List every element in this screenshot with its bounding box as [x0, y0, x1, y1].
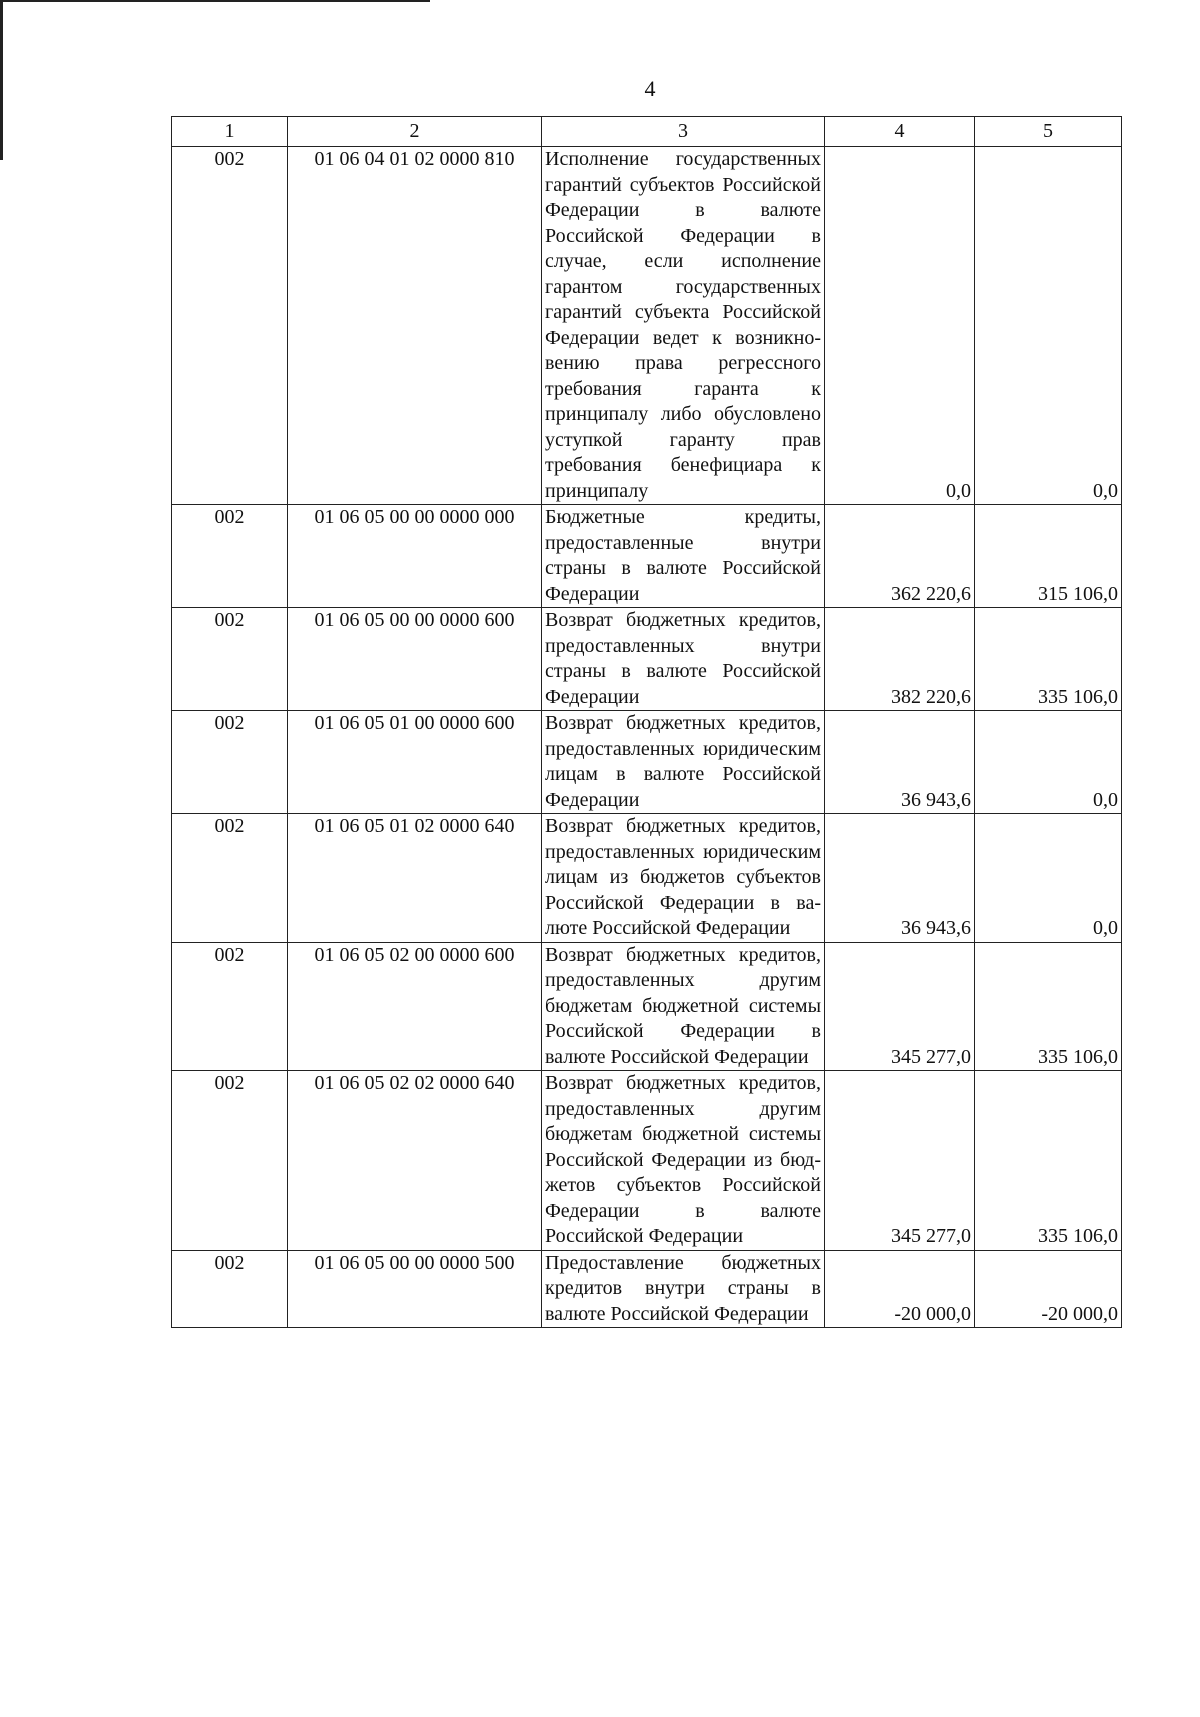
cell-source-name: Возврат бюджетных кредитов, предоставленных юридическим лицам из бюджетов субъектов Российской Федерации в валюте Российской Федерации — [542, 814, 825, 943]
cell-admin-code: 002 — [172, 711, 288, 814]
cell-amount-col4: 36 943,6 — [825, 814, 975, 943]
cell-source-name: Возврат бюджетных кредитов, предоставленных внутри страны в валюте Российской Федерации — [542, 608, 825, 711]
cell-source-name: Возврат бюджетных кредитов, предоставленных другим бюджетам бюджетной системы Российской Федерации из бюджетов субъектов Российской Федерации в валюте Российской Федерации — [542, 1071, 825, 1251]
cell-amount-col4: 362 220,6 — [825, 505, 975, 608]
table-body — [172, 147, 1122, 1328]
column-header-5: 5 — [975, 117, 1122, 147]
column-header-4: 4 — [825, 117, 975, 147]
cell-amount-col5: 335 106,0 — [975, 608, 1122, 711]
cell-budget-code: 01 06 05 01 02 0000 640 — [288, 814, 542, 943]
cell-amount-col5: 315 106,0 — [975, 505, 1122, 608]
cell-source-name: Предоставление бюджетных кредитов внутри страны в валюте Российской Федерации — [542, 1250, 825, 1328]
scan-edge-mark-top — [0, 0, 430, 2]
cell-admin-code: 002 — [172, 942, 288, 1071]
cell-admin-code: 002 — [172, 1071, 288, 1251]
cell-source-name: Возврат бюджетных кредитов, предоставленных юридическим лицам в валюте Российской Федерации — [542, 711, 825, 814]
scan-edge-mark-left — [0, 0, 3, 160]
cell-amount-col5: 0,0 — [975, 814, 1122, 943]
cell-amount-col5: 0,0 — [975, 147, 1122, 505]
cell-source-name: Возврат бюджетных кредитов, предоставленных другим бюджетам бюджетной системы Российской Федерации в валюте Российской Федерации — [542, 942, 825, 1071]
cell-admin-code: 002 — [172, 608, 288, 711]
table-row — [172, 942, 1122, 1071]
column-header-2: 2 — [288, 117, 542, 147]
table-row — [172, 1071, 1122, 1251]
cell-admin-code: 002 — [172, 814, 288, 943]
cell-budget-code: 01 06 05 02 02 0000 640 — [288, 1071, 542, 1251]
cell-amount-col4: 345 277,0 — [825, 942, 975, 1071]
cell-amount-col4: 382 220,6 — [825, 608, 975, 711]
cell-amount-col4: 345 277,0 — [825, 1071, 975, 1251]
page-number: 4 — [644, 76, 656, 101]
cell-budget-code: 01 06 05 00 00 0000 500 — [288, 1250, 542, 1328]
cell-budget-code: 01 06 04 01 02 0000 810 — [288, 147, 542, 505]
cell-admin-code: 002 — [172, 1250, 288, 1328]
cell-admin-code: 002 — [172, 147, 288, 505]
table-row — [172, 814, 1122, 943]
column-header-1: 1 — [172, 117, 288, 147]
cell-budget-code: 01 06 05 02 00 0000 600 — [288, 942, 542, 1071]
table-row — [172, 1250, 1122, 1328]
table-header-row — [172, 117, 1122, 147]
cell-budget-code: 01 06 05 01 00 0000 600 — [288, 711, 542, 814]
table-row — [172, 711, 1122, 814]
cell-budget-code: 01 06 05 00 00 0000 600 — [288, 608, 542, 711]
cell-amount-col5: 335 106,0 — [975, 1071, 1122, 1251]
column-header-3: 3 — [542, 117, 825, 147]
cell-amount-col5: 0,0 — [975, 711, 1122, 814]
cell-source-name: Исполнение государственных гарантий субъектов Российской Федерации в валюте Российской Федерации в случае, если исполнение гарантом государственных гарантий субъекта Российской Федерации ведет к возникновению права регрессного требования гаранта к принципалу либо обусловлено уступкой гаранту прав требования бенефициара к принципалу — [542, 147, 825, 505]
cell-admin-code: 002 — [172, 505, 288, 608]
cell-amount-col4: -20 000,0 — [825, 1250, 975, 1328]
cell-amount-col5: -20 000,0 — [975, 1250, 1122, 1328]
cell-source-name: Бюджетные кредиты, предоставленные внутри страны в валюте Российской Федерации — [542, 505, 825, 608]
cell-amount-col5: 335 106,0 — [975, 942, 1122, 1071]
cell-budget-code: 01 06 05 00 00 0000 000 — [288, 505, 542, 608]
table-row — [172, 505, 1122, 608]
cell-amount-col4: 0,0 — [825, 147, 975, 505]
budget-sources-table — [171, 116, 1122, 1328]
table-row — [172, 147, 1122, 505]
table-row — [172, 608, 1122, 711]
cell-amount-col4: 36 943,6 — [825, 711, 975, 814]
